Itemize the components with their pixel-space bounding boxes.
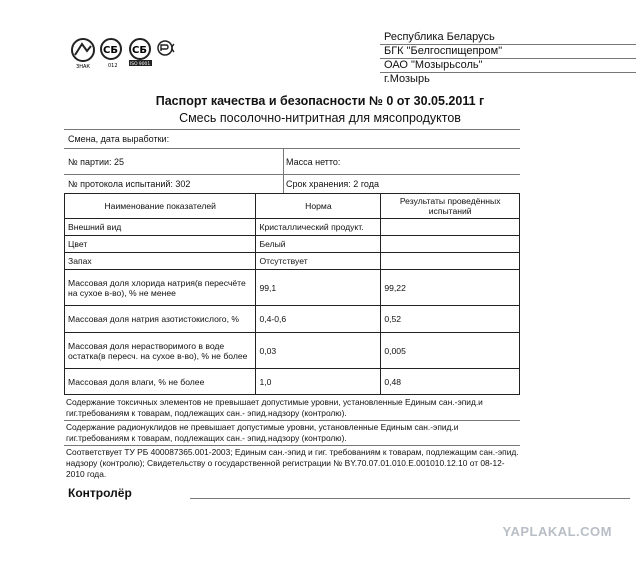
table-header-row — [65, 194, 520, 219]
table-row — [65, 253, 520, 270]
table-row — [65, 236, 520, 253]
shift-date-label: Смена, дата выработки: — [68, 134, 170, 144]
header-indicator: Наименование показателей — [65, 194, 256, 219]
quality-table — [64, 193, 520, 395]
certification-logos — [70, 36, 188, 70]
table-row — [65, 219, 520, 236]
document-subtitle: Смесь посолочно-нитритная для мясопродуктов — [179, 111, 461, 125]
row-norm: 0,4-0,6 — [256, 306, 381, 333]
table-row — [65, 270, 520, 306]
issuer-concern: БГК "Белгоспищепром" — [384, 45, 503, 57]
header-norm: Норма — [256, 194, 381, 219]
pct-mark-icon — [158, 41, 174, 55]
row-name: Цвет — [65, 236, 256, 253]
issuer-rule — [380, 44, 636, 45]
net-mass-label: Масса нетто: — [286, 157, 341, 167]
footer-rule — [64, 420, 520, 421]
svg-text:012: 012 — [108, 63, 118, 69]
table-row — [65, 369, 520, 395]
row-result: 0,52 — [381, 306, 520, 333]
svg-text:CБ: CБ — [103, 45, 118, 56]
row-norm: Отсутствует — [256, 253, 381, 270]
signature-line — [190, 498, 630, 499]
site-watermark: YAPLAKAL.COM — [502, 524, 612, 539]
compliance-statement: Соответствует ТУ РБ 400087365.001-2003; Единым сан.-эпид и гиг. требованиям к товарам, подлежащим сан.-эпид. надзору (контролю); Свидетельству о государственной регистрации № BY.70.07.01.010.E.001010.12.10 от 08-12-2010 года. — [66, 447, 519, 479]
iso-cb-mark-icon — [129, 39, 152, 67]
document-title: Паспорт качества и безопасности № 0 от 30.05.2011 г — [155, 94, 485, 108]
cb-mark-icon — [101, 39, 121, 69]
row-name: Массовая доля влаги, % не более — [65, 369, 256, 395]
meta-rule — [64, 174, 520, 175]
issuer-country: Республика Беларусь — [384, 31, 495, 43]
issuer-rule — [380, 58, 636, 59]
table-row — [65, 333, 520, 369]
row-result: 0,005 — [381, 333, 520, 369]
issuer-city: г.Мозырь — [384, 73, 430, 85]
row-norm: 1,0 — [256, 369, 381, 395]
issuer-company: ОАО "Мозырьсоль" — [384, 59, 483, 71]
row-result — [381, 253, 520, 270]
quality-mark-icon — [72, 39, 94, 70]
svg-text:ЗНАК: ЗНАК — [76, 64, 90, 70]
meta-divider — [283, 148, 284, 193]
row-result: 99,22 — [381, 270, 520, 306]
row-name: Внешний вид — [65, 219, 256, 236]
shelf-life: Срок хранения: 2 года — [286, 179, 379, 189]
row-name: Запах — [65, 253, 256, 270]
header-results: Результаты проведённых испытаний — [381, 194, 520, 219]
footer-rule — [64, 445, 520, 446]
meta-rule — [64, 148, 520, 149]
row-result — [381, 219, 520, 236]
svg-text:ISO 9001: ISO 9001 — [130, 62, 151, 67]
table-row — [65, 306, 520, 333]
protocol-number: № протокола испытаний: 302 — [68, 179, 191, 189]
row-name: Массовая доля хлорида натрия(в пересчёте на сухое в-во), % не менее — [65, 270, 256, 306]
radionuclides-statement: Содержание радионуклидов не превышает допустимые уровни, установленные Единым сан.-эпид.и гиг.требованиям к товарам, подлежащих сан.- эпид.надзору (контролю). — [66, 422, 459, 443]
row-norm: Белый — [256, 236, 381, 253]
row-norm: 99,1 — [256, 270, 381, 306]
meta-rule — [64, 129, 520, 130]
row-result: 0,48 — [381, 369, 520, 395]
row-norm: 0,03 — [256, 333, 381, 369]
svg-text:CБ: CБ — [132, 45, 147, 56]
row-name: Массовая доля нерастворимого в воде остатка(в пересч. на сухое в-во), % не более — [65, 333, 256, 369]
controller-label: Контролёр — [68, 486, 132, 500]
row-norm: Кристаллический продукт. — [256, 219, 381, 236]
row-name: Массовая доля натрия азотистокислого, % — [65, 306, 256, 333]
row-result — [381, 236, 520, 253]
lot-number: № партии: 25 — [68, 157, 125, 167]
issuer-rule — [380, 72, 636, 73]
toxic-elements-statement: Содержание токсичных элементов не превышает допустимые уровни, установленные Единым сан.-эпид.и гиг.требованиям к товарам, подлежащих сан.- эпид.надзору (контролю). — [66, 397, 483, 418]
